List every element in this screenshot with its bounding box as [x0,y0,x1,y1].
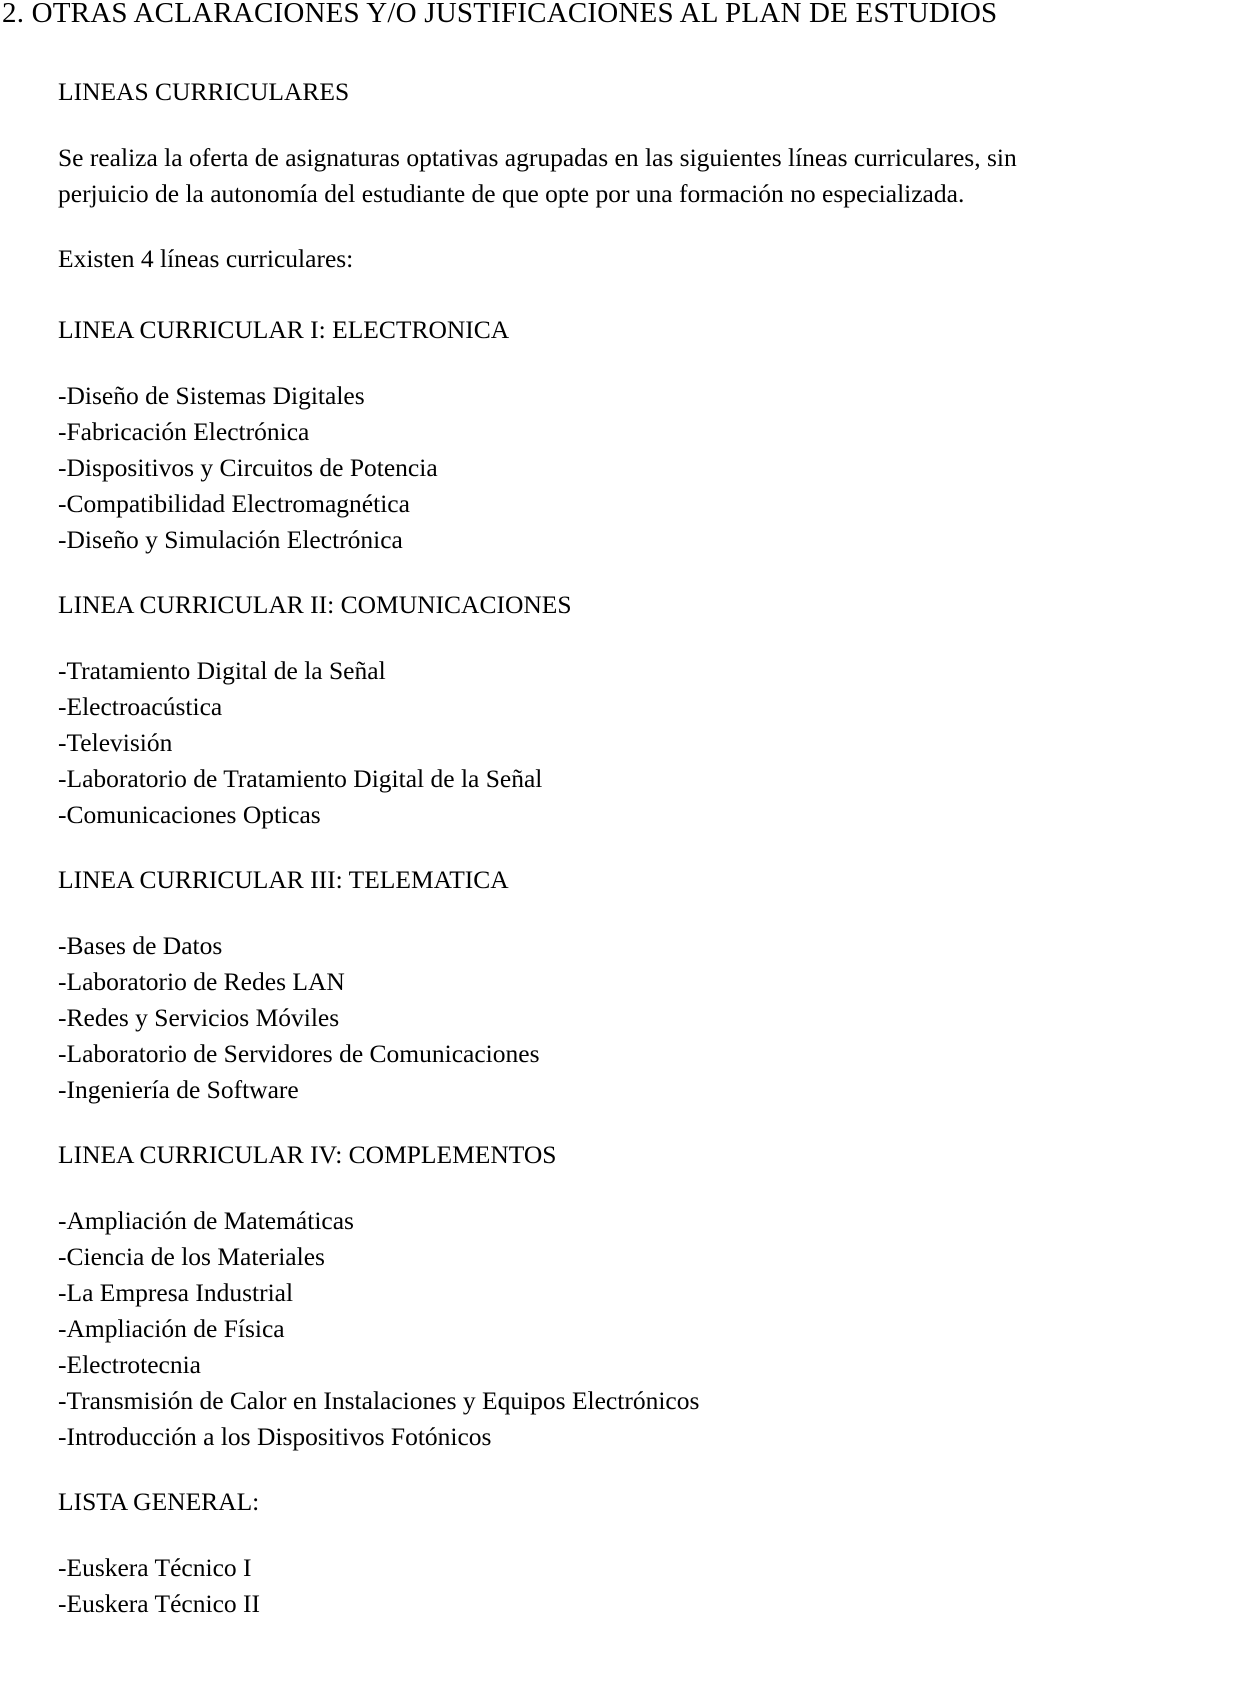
curricular-line-1 [58,312,1238,558]
list-item: -Electroacústica [58,692,223,721]
course-list [58,1203,1238,1455]
list-item: -Transmisión de Calor en Instalaciones y Equipos Electrónicos [58,1386,700,1415]
list-item: -Bases de Datos [58,931,223,960]
list-item: -Compatibilidad Electromagnética [58,489,410,518]
list-item: -Introducción a los Dispositivos Fotónicos [58,1422,492,1451]
section-title: LINEAS CURRICULARES [58,77,350,106]
list-item: -Laboratorio de Tratamiento Digital de la Señal [58,764,543,793]
list-item: -Euskera Técnico II [58,1589,261,1618]
list-item: -Laboratorio de Servidores de Comunicaciones [58,1039,540,1068]
list-item: -Televisión [58,728,173,757]
page-heading: 2. OTRAS ACLARACIONES Y/O JUSTIFICACIONES AL PLAN DE ESTUDIOS [2,0,998,29]
list-item: -Fabricación Electrónica [58,417,310,446]
document-body [58,74,1238,1651]
curricular-line-title: LINEA CURRICULAR III: TELEMATICA [58,865,509,894]
list-item: -Ampliación de Matemáticas [58,1206,354,1235]
list-item: -Redes y Servicios Móviles [58,1003,340,1032]
curricular-line-title: LINEA CURRICULAR I: ELECTRONICA [58,315,510,344]
list-item: -Tratamiento Digital de la Señal [58,656,386,685]
intro-paragraph [58,140,1238,212]
list-item: -Ingeniería de Software [58,1075,299,1104]
general-list-title: LISTA GENERAL: [58,1487,260,1516]
list-item: -Diseño y Simulación Electrónica [58,525,403,554]
course-list [58,928,1238,1108]
list-item: -Diseño de Sistemas Digitales [58,381,365,410]
curricular-line-title: LINEA CURRICULAR II: COMUNICACIONES [58,590,572,619]
curricular-line-2 [58,587,1238,833]
list-item: -Electrotecnia [58,1350,201,1379]
intro-line: Se realiza la oferta de asignaturas optativas agrupadas en las siguientes líneas curriculares, sin [58,143,1017,172]
list-item: -Ampliación de Física [58,1314,285,1343]
lines-count-text: Existen 4 líneas curriculares: [58,244,354,273]
list-item: -Laboratorio de Redes LAN [58,967,345,996]
list-item: -La Empresa Industrial [58,1278,294,1307]
course-list [58,653,1238,833]
course-list [58,378,1238,558]
general-list [58,1484,1238,1622]
list-item: -Dispositivos y Circuitos de Potencia [58,453,438,482]
course-list [58,1550,1238,1622]
list-item: -Ciencia de los Materiales [58,1242,325,1271]
intro-line: perjuicio de la autonomía del estudiante de que opte por una formación no especializada. [58,179,965,208]
curricular-line-4 [58,1137,1238,1455]
list-item: -Euskera Técnico I [58,1553,252,1582]
curricular-line-title: LINEA CURRICULAR IV: COMPLEMENTOS [58,1140,557,1169]
list-item: -Comunicaciones Opticas [58,800,321,829]
curricular-line-3 [58,862,1238,1108]
